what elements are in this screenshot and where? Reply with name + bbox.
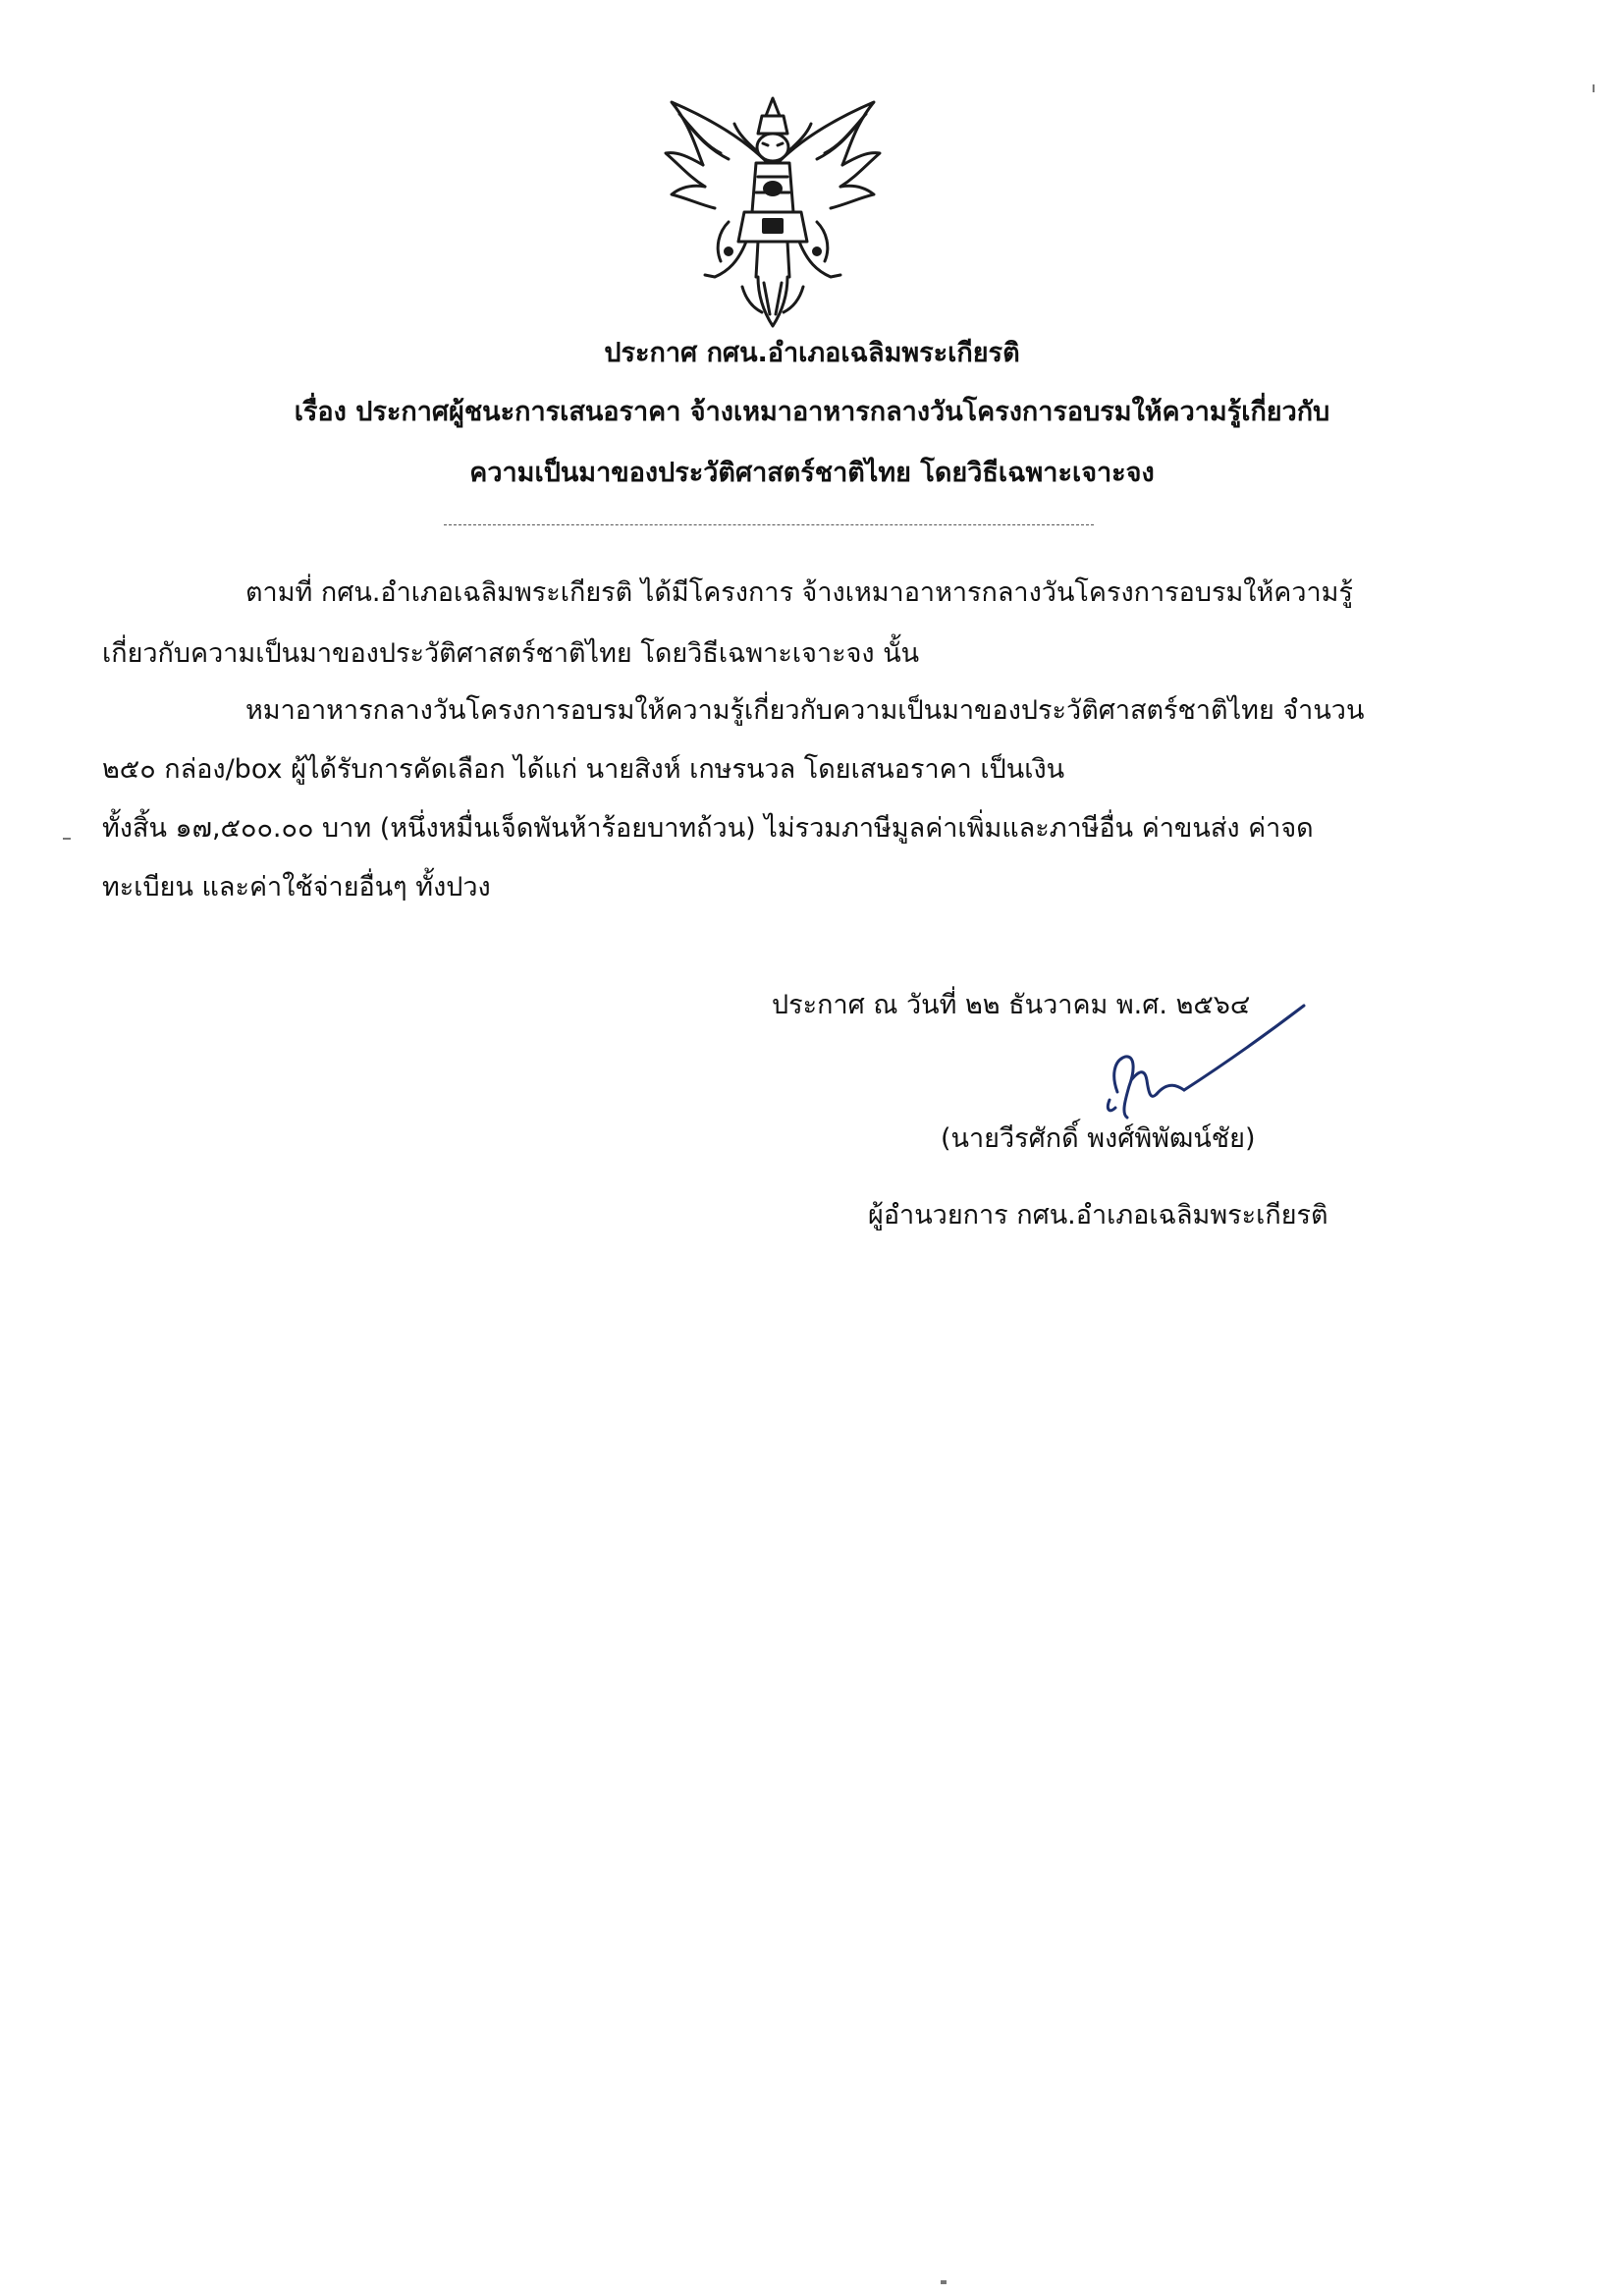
garuda-emblem-icon	[660, 94, 886, 330]
scan-artifact-mark	[63, 838, 71, 840]
announcement-subject-line-1: เรื่อง ประกาศผู้ชนะการเสนอราคา จ้างเหมาอาหารกลางวันโครงการอบรมให้ความรู้เกี่ยวกับ	[294, 397, 1330, 427]
signer-title: ผู้อำนวยการ กศน.อำเภอเฉลิมพระเกียรติ	[868, 1200, 1328, 1230]
announcement-subject-line-2: ความเป็นมาของประวัติศาสตร์ชาติไทย โดยวิธีเฉพาะเจาะจง	[469, 458, 1155, 488]
handwritten-signature	[1070, 992, 1316, 1139]
body-line-2: เกี่ยวกับความเป็นมาของประวัติศาสตร์ชาติไทย โดยวิธีเฉพาะเจาะจง นั้น	[102, 638, 920, 669]
dashed-divider	[444, 524, 1094, 525]
announcement-date: ประกาศ ณ วันที่ ๒๒ ธันวาคม พ.ศ. ๒๕๖๔	[772, 990, 1251, 1020]
body-line-5: ทั้งสิ้น ๑๗,๕๐๐.๐๐ บาท (หนึ่งหมื่นเจ็ดพันห้าร้อยบาทถ้วน) ไม่รวมภาษีมูลค่าเพิ่มและภาษีอื่น ค่าขนส่ง ค่าจด	[102, 813, 1314, 844]
scan-artifact-mark	[1593, 84, 1595, 92]
body-line-6: ทะเบียน และค่าใช้จ่ายอื่นๆ ทั้งปวง	[102, 872, 491, 902]
body-line-1: ตามที่ กศน.อำเภอเฉลิมพระเกียรติ ได้มีโครงการ จ้างเหมาอาหารกลางวันโครงการอบรมให้ความรู้	[245, 577, 1353, 608]
signer-name: (นายวีรศักดิ์ พงศ์พิพัฒน์ชัย)	[941, 1123, 1256, 1154]
announcement-heading: ประกาศ กศน.อำเภอเฉลิมพระเกียรติ	[604, 338, 1020, 368]
body-line-3: หมาอาหารกลางวันโครงการอบรมให้ความรู้เกี่ยวกับความเป็นมาของประวัติศาสตร์ชาติไทย จำนวน	[245, 695, 1365, 726]
body-line-4: ๒๕๐ กล่อง/box ผู้ได้รับการคัดเลือก ได้แก่ นายสิงห์ เกษรนวล โดยเสนอราคา เป็นเงิน	[102, 754, 1065, 785]
scan-artifact-mark	[941, 2280, 947, 2284]
